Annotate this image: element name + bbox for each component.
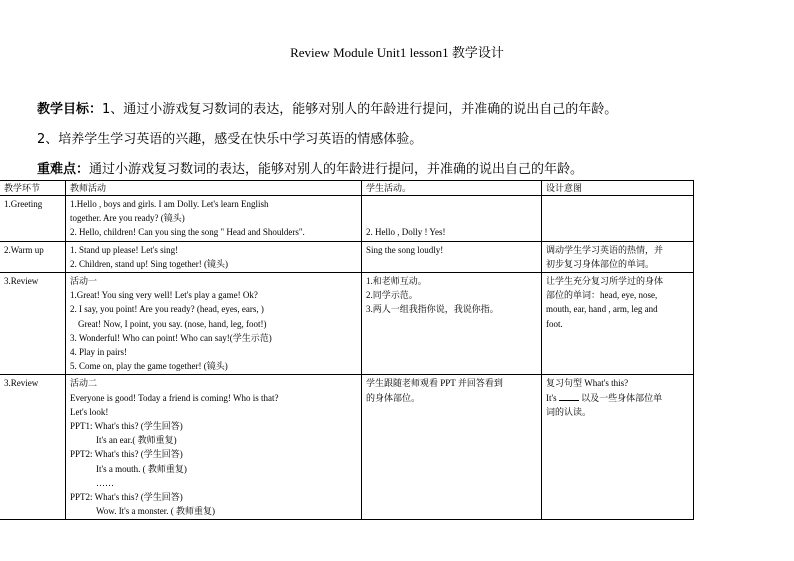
objective-text-1: 1、通过小游戏复习数词的表达，能够对别人的年龄进行提问，并准确的说出自己的年龄。 [102, 102, 618, 117]
objective-line-1 [37, 98, 617, 117]
teacher-line: 3. Wonderful! Who can point! Who can say!(学生示范) [70, 332, 272, 343]
intent-cell [542, 196, 694, 242]
intent-cell [542, 241, 694, 272]
table-row [0, 273, 694, 375]
stage-cell: 3.Review [0, 375, 66, 520]
student-cell [362, 375, 542, 520]
key-points-label: 重难点： [37, 162, 90, 177]
objective-line-2: 2、培养学生学习英语的兴趣，感受在快乐中学习英语的情感体验。 [37, 132, 423, 147]
teacher-line: 1. Stand up please! Let's sing! [70, 244, 179, 255]
teacher-line: Everyone is good! Today a friend is coming! Who is that? [70, 392, 279, 403]
teacher-cell [66, 196, 362, 242]
teacher-cell [66, 375, 362, 520]
teacher-line: 1.Great! You sing very well! Let's play a game! Ok? [70, 290, 258, 301]
teacher-line: 2. Hello, children! Can you sing the song " Head and Shoulders". [70, 227, 305, 238]
student-line: Sing the song loudly! [366, 244, 444, 255]
stage-cell: 3.Review [0, 273, 66, 375]
teacher-line: …… [96, 477, 114, 488]
intent-line: mouth, ear, hand , arm, leg and [546, 304, 658, 315]
teacher-line: PPT2: What's this? (学生回答) [70, 492, 183, 503]
intent-line-with-blank [546, 391, 689, 405]
teacher-line: 活动一 [70, 276, 98, 287]
student-cell [362, 241, 542, 272]
intent-prefix: It's [546, 392, 557, 403]
teacher-line: 2. Children, stand up! Sing together! (镜头) [70, 258, 228, 269]
teacher-line: PPT2: What's this? (学生回答) [70, 449, 183, 460]
table-row [0, 241, 694, 272]
header-stage: 教学环节 [0, 181, 66, 196]
lesson-plan-table [0, 180, 694, 520]
teacher-line: It's an ear.( 教师重复) [96, 435, 177, 446]
stage-cell: 2.Warm up [0, 241, 66, 272]
table-row [0, 196, 694, 242]
student-cell [362, 273, 542, 375]
student-line: 2.同学示范。 [366, 290, 418, 301]
teacher-line: 4. Play in pairs! [70, 347, 127, 358]
student-cell [362, 196, 542, 242]
header-teacher: 教师活动 [66, 181, 362, 196]
teacher-cell [66, 241, 362, 272]
key-points-text: 通过小游戏复习数词的表达，能够对别人的年龄进行提问，并准确的说出自己的年龄。 [89, 162, 584, 177]
intent-line: 复习句型 What's this? [546, 378, 629, 389]
intent-line: 以及一些身体部位单 [581, 392, 663, 403]
student-line: 2. Hello , Dolly ! Yes! [366, 227, 446, 237]
teacher-line: 1.Hello , boys and girls. I am Dolly. Let's learn English [70, 199, 269, 209]
teacher-line: Let's look! [70, 406, 109, 417]
teacher-line: 5. Come on, play the game together! (镜头) [70, 361, 228, 372]
header-student: 学生活动。 [362, 181, 542, 196]
intent-cell [542, 375, 694, 520]
table-header-row [0, 181, 694, 196]
intent-line: foot. [546, 318, 563, 329]
teacher-line: 活动二 [70, 378, 98, 389]
teacher-line: Wow. It's a monster. ( 教师重复) [96, 506, 216, 517]
intent-line: 部位的单词：head, eye, nose, [546, 290, 658, 301]
table-row [0, 375, 694, 520]
teacher-line: It's a mouth. ( 教师重复) [96, 463, 187, 474]
objectives-label: 教学目标： [37, 102, 103, 117]
intent-line: 初步复习身体部位的单词。 [546, 258, 655, 269]
teacher-cell [66, 273, 362, 375]
stage-cell: 1.Greeting [0, 196, 66, 242]
key-points [37, 158, 583, 177]
document-title: Review Module Unit1 lesson1 教学设计 [290, 45, 504, 60]
intent-line: 调动学生学习英语的热情，并 [546, 244, 664, 255]
teacher-line: PPT1: What's this? (学生回答) [70, 421, 183, 432]
student-line: 学生跟随老师观看 PPT 并回答看到 [366, 378, 503, 389]
intent-cell [542, 273, 694, 375]
teacher-line: Great! Now, I point, you say. (nose, hand, leg, foot!) [78, 318, 267, 329]
student-line: 1.和老师互动。 [366, 276, 427, 287]
teacher-line: together. Are you ready? (镜头) [70, 213, 185, 224]
intent-line: 词的认读。 [546, 406, 592, 417]
fill-in-blank [559, 391, 579, 401]
teacher-line: 2. I say, you point! Are you ready? (head, eyes, ears, ) [70, 304, 264, 315]
header-intent: 设计意图 [542, 181, 694, 196]
student-line: 3.两人一组我指你说，我说你指。 [366, 304, 499, 315]
intent-line: 让学生充分复习所学过的身体 [546, 276, 664, 287]
student-line: 的身体部位。 [366, 392, 421, 403]
